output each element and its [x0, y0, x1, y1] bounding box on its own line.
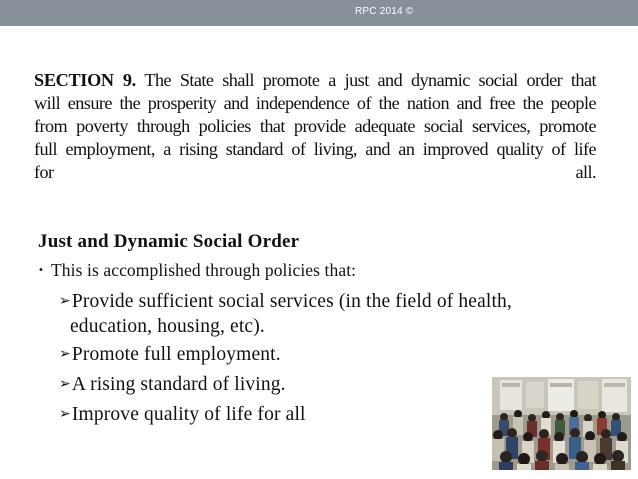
arrow-item-4 [59, 404, 306, 426]
section-line-4: full employment, a rising standard of living, and an improved quality of life [34, 139, 596, 159]
bullet-text: This is accomplished through policies that: [51, 260, 357, 280]
section-text-1: The State shall promote a just and dynamic social order that [144, 70, 596, 90]
arrow-bullet-icon: ➢ [59, 346, 71, 362]
section-text-5-left: for [34, 162, 54, 182]
bullet-dot-icon: • [38, 265, 44, 276]
section-line-3: from poverty through policies that provide adequate social services, promote [34, 116, 596, 136]
arrow-bullet-icon: ➢ [59, 293, 71, 309]
crowd-photo [492, 377, 631, 470]
arrow-item-1-text: Provide sufficient social services (in the field of health, [71, 291, 512, 312]
header-bar [0, 0, 638, 26]
section-paragraph [34, 69, 596, 184]
arrow-bullet-icon: ➢ [59, 376, 71, 392]
arrow-item-2-text: Promote full employment. [71, 344, 281, 365]
arrow-item-4-text: Improve quality of life for all [71, 404, 306, 425]
arrow-bullet-icon: ➢ [59, 406, 71, 422]
section-line-5 [34, 161, 596, 184]
header-text: RPC 2014 © [355, 6, 414, 17]
section-line-1 [34, 69, 596, 92]
section-label: SECTION 9. [34, 70, 136, 90]
bullet-item [38, 260, 356, 281]
subheading: Just and Dynamic Social Order [38, 231, 300, 252]
arrow-item-1-continued: education, housing, etc). [70, 316, 265, 337]
arrow-item-1 [59, 291, 512, 313]
arrow-item-2 [59, 344, 281, 366]
arrow-item-3 [59, 374, 286, 396]
section-text-5-right: all. [575, 162, 596, 182]
section-line-2: will ensure the prosperity and independence of the nation and free the people [34, 93, 596, 113]
arrow-item-3-text: A rising standard of living. [71, 374, 286, 395]
